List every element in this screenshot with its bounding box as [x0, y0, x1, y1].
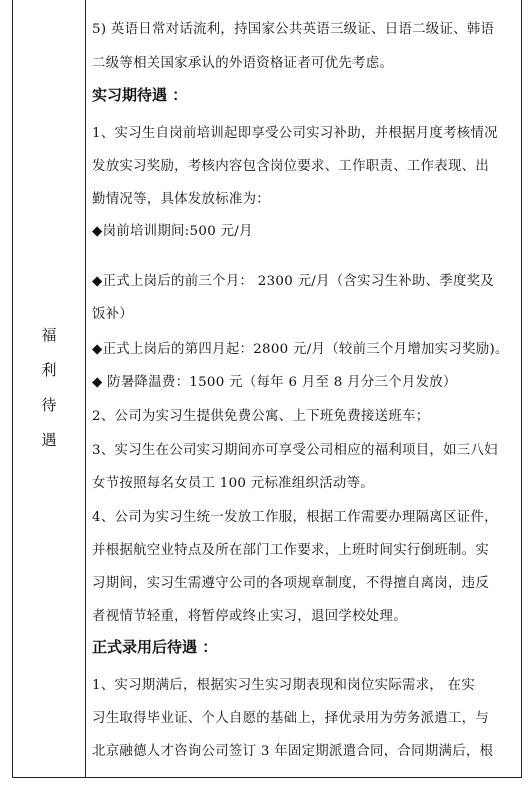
text-line: 饭补） — [92, 307, 134, 322]
text-line: 北京融德人才咨询公司签订 3 年固定期派遣合同，合同期满后，根 — [92, 744, 494, 759]
category-char: 福 — [41, 326, 57, 344]
text-line: 2、公司为实习生提供免费公寓、上下班免费接送班车； — [92, 409, 430, 424]
text-line: 习期间，实习生需遵守公司的各项规章制度，不得擅自离岗，违反 — [92, 576, 490, 591]
text-line: ◆岗前培训期间:500 元/月 — [92, 224, 253, 239]
content-cell — [86, 0, 521, 777]
section-heading-formal: 正式录用后待遇 ： — [92, 638, 218, 656]
text-line: 4、公司为实习生统一发放工作服，根据工作需要办理隔离区证件， — [92, 510, 498, 525]
text-line: ◆正式上岗后的前三个月： 2300 元/月（含实习生补助、季度奖及 — [92, 274, 495, 289]
text-line: 者视情节轻重，将暂停或终止实习，退回学校处理。 — [92, 609, 407, 624]
text-line: ◆正式上岗后的第四月起：2800 元/月（较前三个月增加实习奖励)。 — [92, 342, 509, 357]
text-line: 女节按照每名女员工 100 元标准组织活动等。 — [92, 476, 375, 491]
category-char: 利 — [41, 361, 57, 379]
text-line: 1、实习期满后，根据实习生实习期表现和岗位实际需求， 在实 — [92, 678, 476, 693]
category-char: 待 — [41, 396, 57, 414]
text-line: 勤情况等，具体发放标准为： — [92, 192, 270, 207]
text-line: 发放实习奖励，考核内容包含岗位要求、工作职责、工作表现、出 — [92, 159, 490, 174]
text-line: ◆ 防暑降温费：1500 元（每年 6 月至 8 月分三个月发放） — [92, 375, 457, 390]
section-heading-internship: 实习期待遇 ： — [92, 86, 188, 104]
category-cell — [13, 0, 86, 777]
category-char: 遇 — [41, 431, 57, 449]
text-line: 并根据航空业特点及所在部门工作要求，上班时间实行倒班制。实 — [92, 543, 490, 558]
category-label — [13, 318, 85, 458]
text-line: 习生取得毕业证、个人自愿的基础上，择优录用为劳务派遣工，与 — [92, 711, 490, 726]
text-line: 1、实习生自岗前培训起即享受公司实习补助，并根据月度考核情况 — [92, 126, 498, 141]
text-line: 5) 英语日常对话流利，持国家公共英语三级证、日语二级证、韩语 — [92, 22, 495, 37]
benefits-table — [12, 0, 522, 778]
text-line: 3、实习生在公司实习期间亦可享受公司相应的福利项目，如三八妇 — [92, 443, 498, 458]
text-line: 二级等相关国家承认的外语资格证者可优先考虑。 — [92, 56, 394, 71]
